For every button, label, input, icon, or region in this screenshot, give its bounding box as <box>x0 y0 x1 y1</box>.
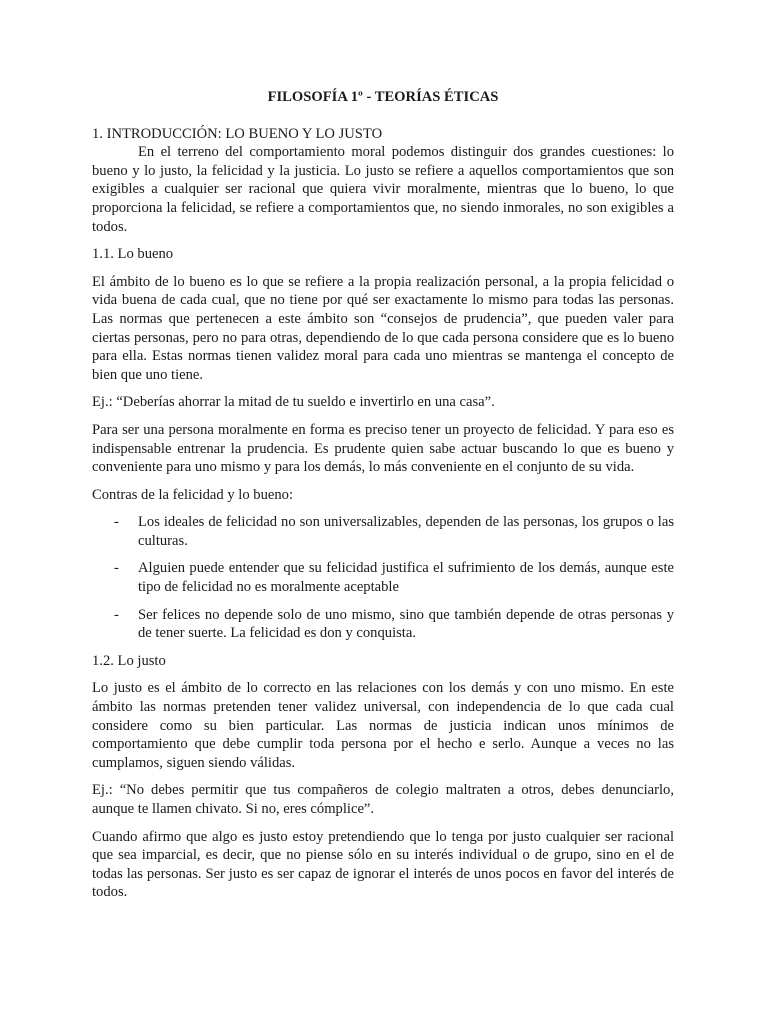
dash-marker: - <box>114 514 119 531</box>
subsection-heading: 1.1. Lo bueno <box>92 246 174 263</box>
paragraph: Para ser una persona moralmente en forma es preciso tener un proyecto de felicidad. Y para eso es indispensable entrenar la prudencia. Es prudente quien sabe actuar buscando lo que es bueno y conveniente para uno mismo y para los demás, lo más conveniente en el conjunto de su vida. <box>92 421 674 476</box>
paragraph: Cuando afirmo que algo es justo estoy pretendiendo que lo tenga por justo cualquier ser racional que sea imparcial, es decir, que no piense sólo en su interés individual o de grupo, sino en el de todas las personas. Ser justo es ser capaz de ignorar el interés de unos pocos en favor del interés de todos. <box>92 828 674 901</box>
example-text: Ej.: “No debes permitir que tus compañeros de colegio maltraten a otros, debes denunciarlo, aunque te llamen chivato. Si no, eres cómplice”. <box>92 782 674 817</box>
dash-marker: - <box>114 606 119 623</box>
paragraph: Lo justo es el ámbito de lo correcto en las relaciones con los demás y con uno mismo. En este ámbito las normas pretenden tener validez universal, con independencia de lo que cada cual considere como su bien particular. Las normas de justicia indican unos mínimos de comportamiento que debe cumplir toda persona por el hecho e serlo. Aunque a veces no las cumplamos, siguen siendo válidas. <box>92 680 674 771</box>
list-item <box>92 513 674 550</box>
contras-list <box>92 513 674 643</box>
list-label: Contras de la felicidad y lo bueno: <box>92 486 294 503</box>
section-heading: 1. INTRODUCCIÓN: LO BUENO Y LO JUSTO <box>92 125 383 142</box>
document-title: FILOSOFÍA 1º - TEORÍAS ÉTICAS <box>267 89 499 105</box>
subsection-heading: 1.2. Lo justo <box>92 652 166 669</box>
list-item <box>92 559 674 596</box>
list-item-text: Alguien puede entender que su felicidad justifica el sufrimiento de los demás, aunque este tipo de felicidad no es moralmente aceptable <box>138 560 674 596</box>
section-lo-justo <box>92 652 674 902</box>
section-lo-bueno <box>92 245 674 643</box>
intro-paragraph: En el terreno del comportamiento moral podemos distinguir dos grandes cuestiones: lo bueno y lo justo, la felicidad y la justicia. Lo justo se refiere a aquellos comportamientos que son exigibles a cualquier ser racional que quiera vivir moralmente, mientras que lo bueno, lo que proporciona la felicidad, se refiere a comportamientos que, no siendo inmorales, no son exigibles a todos. <box>92 144 674 235</box>
section-introduction <box>92 125 674 237</box>
paragraph: El ámbito de lo bueno es lo que se refiere a la propia realización personal, a la propia felicidad o vida buena de cada cual, que no tiene por qué ser exactamente lo mismo para todas las personas. Las normas que pertenecen a este ámbito son “consejos de prudencia”, que pueden valer para ciertas personas, pero no para otras, dependiendo de lo que cada persona considere que es lo bueno para ella. Estas normas tienen validez moral para cada uno mientras se mantenga el concepto de bien que uno tiene. <box>92 273 674 383</box>
list-item-text: Los ideales de felicidad no son universalizables, dependen de las personas, los grupos o las culturas. <box>138 514 674 549</box>
dash-marker: - <box>114 560 119 577</box>
document-page <box>92 88 674 911</box>
list-item <box>92 606 674 643</box>
example-text: Ej.: “Deberías ahorrar la mitad de tu sueldo e invertirlo en una casa”. <box>92 394 495 411</box>
list-item-text: Ser felices no depende solo de uno mismo, sino que también depende de otras personas y de tener suerte. La felicidad es don y conquista. <box>138 606 674 642</box>
